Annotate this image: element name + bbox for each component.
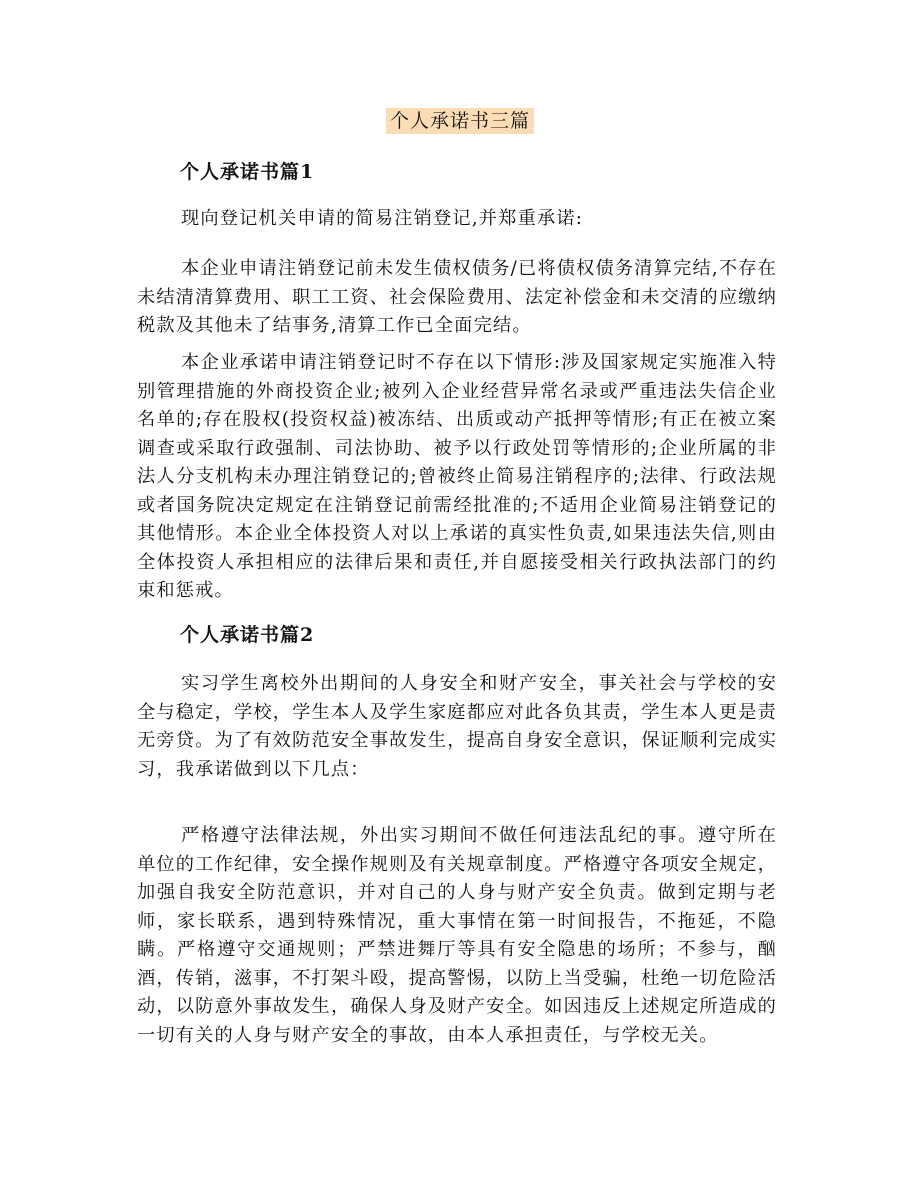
section-1-paragraph-3: 本企业承诺申请注销登记时不存在以下情形:涉及国家规定实施准入特别管理措施的外商投资企业;被列入企业经营异常名录或严重违法失信企业名单的;存在股权(投资权益)被冻结、出质或动产抵押等情形;有正在被立案调查或采取行政强制、司法协助、被予以行政处罚等情形的;企业所属的非法人分支机构未办理注销登记的;曾被终止简易注销程序的;法律、行政法规或者国务院决定规定在注销登记前需经批准的;不适用企业简易注销登记的其他情形。本企业全体投资人对以上承诺的真实性负责,如果违法失信,则由全体投资人承担相应的法律后果和责任,并自愿接受相关行政执法部门的约束和惩戒。	[137, 352, 777, 601]
section-2-paragraph-1: 实习学生离校外出期间的人身安全和财产安全，事关社会与学校的安全与稳定，学校，学生本人及学生家庭都应对此各负其责，学生本人更是责无旁贷。为了有效防范安全事故发生，提高自身安全意识，保证顺利完成实习，我承诺做到以下几点：	[137, 673, 777, 780]
section-2-paragraph-2: 严格遵守法律法规，外出实习期间不做任何违法乱纪的事。遵守所在单位的工作纪律，安全操作规则及有关规章制度。严格遵守各项安全规定，加强自我安全防范意识，并对自己的人身与财产安全负责。做到定期与老师，家长联系，遇到特殊情况，重大事情在第一时间报告，不拖延，不隐瞒。严格遵守交通规则；严禁进舞厅等具有安全隐患的场所；不参与，酗酒，传销，滋事，不打架斗殴，提高警惕，以防上当受骗，杜绝一切危险活动，以防意外事故发生，确保人身及财产安全。如因违反上述规定所造成的一切有关的人身与财产安全的事故，由本人承担责任，与学校无关。	[137, 825, 777, 1046]
section-1-paragraph-1: 现向登记机关申请的简易注销登记,并郑重承诺:	[181, 208, 584, 229]
document-title-text: 个人承诺书三篇	[386, 108, 534, 134]
section-1-paragraph-2: 本企业申请注销登记前未发生债权债务/已将债权债务清算完结,不存在未结清清算费用、职工工资、社会保险费用、法定补偿金和未交清的应缴纳税款及其他未了结事务,清算工作已全面完结。	[137, 258, 777, 336]
section-2-heading: 个人承诺书篇2	[180, 624, 315, 646]
section-1-heading: 个人承诺书篇1	[180, 161, 315, 183]
document-title	[0, 106, 920, 136]
